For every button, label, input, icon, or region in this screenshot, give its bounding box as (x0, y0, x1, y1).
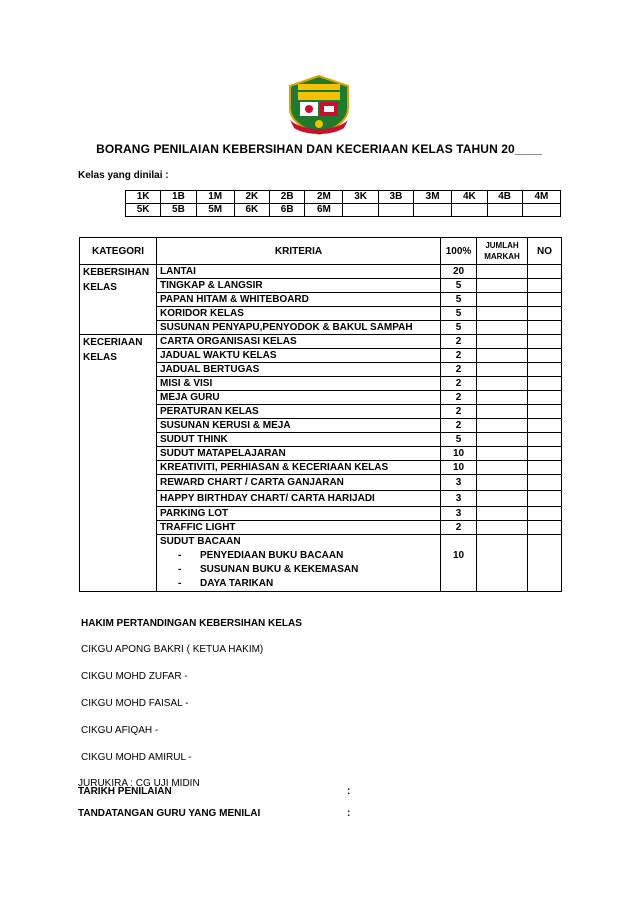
jumlah-markah-cell[interactable] (477, 349, 528, 363)
no-cell[interactable] (528, 507, 562, 521)
criterion-label: JADUAL WAKTU KELAS (157, 349, 441, 363)
judge-name: CIKGU MOHD AMIRUL - (81, 752, 192, 763)
dash-bullet: - (178, 550, 182, 561)
no-cell[interactable] (528, 521, 562, 535)
criterion-max-mark: 2 (441, 419, 477, 433)
sub-item (160, 577, 437, 591)
category-line: KELAS (83, 352, 117, 363)
no-cell[interactable] (528, 377, 562, 391)
class-cell[interactable] (414, 204, 452, 217)
judge-name: CIKGU AFIQAH - (81, 725, 159, 736)
jumlah-markah-cell[interactable] (477, 433, 528, 447)
criterion-label: REWARD CHART / CARTA GANJARAN (157, 475, 441, 491)
class-cell[interactable]: 5K (126, 204, 161, 217)
dash-bullet: - (178, 564, 182, 575)
sub-item-label: DAYA TARIKAN (200, 578, 274, 589)
criteria-row (80, 265, 562, 279)
sub-item-label: SUSUNAN BUKU & KEKEMASAN (200, 564, 359, 575)
criterion-label: PERATURAN KELAS (157, 405, 441, 419)
kelas-label: Kelas yang dinilai : (78, 170, 169, 181)
class-cell[interactable]: 4B (487, 191, 522, 204)
criteria-header-row (80, 238, 562, 265)
no-cell[interactable] (528, 293, 562, 307)
criterion-max-mark: 2 (441, 335, 477, 349)
category-cell (80, 335, 157, 592)
criterion-label: SUDUT BACAAN (160, 536, 241, 547)
no-cell[interactable] (528, 279, 562, 293)
class-cell[interactable] (487, 204, 522, 217)
criterion-label: SUSUNAN KERUSI & MEJA (157, 419, 441, 433)
no-cell[interactable] (528, 447, 562, 461)
criterion-max-mark: 10 (441, 447, 477, 461)
form-title: BORANG PENILAIAN KEBERSIHAN DAN KECERIAAN KELAS TAHUN 20____ (96, 142, 542, 156)
class-cell[interactable]: 3K (343, 191, 378, 204)
category-line: KECERIAAN (83, 337, 143, 348)
criterion-label: LANTAI (157, 265, 441, 279)
class-cell[interactable]: 4M (522, 191, 560, 204)
jumlah-markah-cell[interactable] (477, 535, 528, 592)
category-line: KELAS (83, 282, 117, 293)
criterion-max-mark: 5 (441, 279, 477, 293)
criterion-max-mark: 10 (441, 535, 477, 592)
criterion-max-mark: 5 (441, 433, 477, 447)
criterion-label: KREATIVITI, PERHIASAN & KECERIAAN KELAS (157, 461, 441, 475)
class-cell[interactable]: 3B (378, 191, 413, 204)
class-cell[interactable]: 6K (234, 204, 269, 217)
jumlah-markah-cell[interactable] (477, 265, 528, 279)
jumlah-markah-cell[interactable] (477, 377, 528, 391)
criterion-max-mark: 2 (441, 391, 477, 405)
criterion-label: HAPPY BIRTHDAY CHART/ CARTA HARIJADI (157, 491, 441, 507)
criterion-label: SUDUT MATAPELAJARAN (157, 447, 441, 461)
class-row (126, 191, 561, 204)
jumlah-markah-cell[interactable] (477, 279, 528, 293)
jumlah-markah-cell[interactable] (477, 363, 528, 377)
class-cell[interactable]: 5B (161, 204, 196, 217)
judge-name: CIKGU MOHD ZUFAR - (81, 671, 188, 682)
criterion-label: KORIDOR KELAS (157, 307, 441, 321)
no-cell[interactable] (528, 475, 562, 491)
criterion-label: MEJA GURU (157, 391, 441, 405)
class-cell[interactable] (343, 204, 378, 217)
class-cell[interactable]: 4K (452, 191, 487, 204)
jumlah-markah-cell[interactable] (477, 293, 528, 307)
criterion-label: JADUAL BERTUGAS (157, 363, 441, 377)
criterion-max-mark: 10 (441, 461, 477, 475)
criterion-label: CARTA ORGANISASI KELAS (157, 335, 441, 349)
criterion-max-mark: 3 (441, 475, 477, 491)
judges-heading: HAKIM PERTANDINGAN KEBERSIHAN KELAS (81, 618, 302, 629)
judge-name: CIKGU APONG BAKRI ( KETUA HAKIM) (81, 644, 264, 655)
class-cell[interactable]: 1M (196, 191, 234, 204)
class-cell[interactable] (452, 204, 487, 217)
class-row (126, 204, 561, 217)
sub-item (160, 549, 437, 563)
criteria-table (79, 237, 562, 592)
jumlah-markah-cell[interactable] (477, 491, 528, 507)
criterion-label: PARKING LOT (157, 507, 441, 521)
no-cell[interactable] (528, 391, 562, 405)
class-grid (125, 190, 561, 217)
criterion-label: PAPAN HITAM & WHITEBOARD (157, 293, 441, 307)
class-cell[interactable] (522, 204, 560, 217)
jumlah-markah-cell[interactable] (477, 335, 528, 349)
jumlah-markah-cell[interactable] (477, 521, 528, 535)
criterion-max-mark: 5 (441, 293, 477, 307)
jumlah-markah-cell[interactable] (477, 307, 528, 321)
category-line: KEBERSIHAN (83, 267, 150, 278)
class-cell[interactable]: 1K (126, 191, 161, 204)
category-cell (80, 265, 157, 335)
class-cell[interactable]: 6M (305, 204, 343, 217)
no-cell[interactable] (528, 265, 562, 279)
class-cell[interactable]: 3M (414, 191, 452, 204)
header-kategori: KATEGORI (80, 238, 157, 265)
criterion-max-mark: 2 (441, 377, 477, 391)
no-cell[interactable] (528, 405, 562, 419)
jumlah-markah-cell[interactable] (477, 475, 528, 491)
no-cell[interactable] (528, 321, 562, 335)
criterion-max-mark: 3 (441, 507, 477, 521)
sudut-bacaan-subitems (160, 549, 437, 591)
no-cell[interactable] (528, 461, 562, 475)
school-crest-logo (284, 74, 354, 136)
class-cell[interactable]: 1B (161, 191, 196, 204)
jumlah-markah-cell[interactable] (477, 321, 528, 335)
criterion-max-mark: 2 (441, 521, 477, 535)
tarikh-colon: : (347, 786, 351, 797)
class-cell[interactable] (378, 204, 413, 217)
class-cell[interactable]: 2M (305, 191, 343, 204)
criteria-row (80, 335, 562, 349)
tandatangan-colon: : (347, 808, 351, 819)
criterion-max-mark: 20 (441, 265, 477, 279)
sudut-bacaan-cell (157, 535, 441, 592)
class-cell[interactable]: 5M (196, 204, 234, 217)
jumlah-markah-cell[interactable] (477, 391, 528, 405)
jumlah-markah-cell[interactable] (477, 507, 528, 521)
class-cell[interactable]: 2K (234, 191, 269, 204)
no-cell[interactable] (528, 491, 562, 507)
jurukira-name: JURUKIRA : CG UJI MIDIN (78, 778, 200, 789)
criterion-max-mark: 2 (441, 363, 477, 377)
no-cell[interactable] (528, 307, 562, 321)
class-cell[interactable]: 2B (270, 191, 305, 204)
header-markah: MARKAH (484, 252, 520, 261)
header-kriteria: KRITERIA (157, 238, 441, 265)
no-cell[interactable] (528, 419, 562, 433)
sub-item-label: PENYEDIAAN BUKU BACAAN (200, 550, 344, 561)
criterion-label: TINGKAP & LANGSIR (157, 279, 441, 293)
header-jumlah-markah (477, 238, 528, 265)
class-cell[interactable]: 6B (270, 204, 305, 217)
criterion-max-mark: 5 (441, 307, 477, 321)
jumlah-markah-cell[interactable] (477, 461, 528, 475)
no-cell[interactable] (528, 433, 562, 447)
criterion-max-mark: 2 (441, 405, 477, 419)
criterion-label: SUSUNAN PENYAPU,PENYODOK & BAKUL SAMPAH (157, 321, 441, 335)
tarikh-label: TARIKH PENILAIAN (78, 786, 172, 797)
jumlah-markah-cell[interactable] (477, 447, 528, 461)
no-cell[interactable] (528, 535, 562, 592)
header-jumlah: JUMLAH (485, 241, 519, 250)
no-cell[interactable] (528, 349, 562, 363)
sub-item (160, 563, 437, 577)
tandatangan-label: TANDATANGAN GURU YANG MENILAI (78, 808, 261, 819)
criterion-label: SUDUT THINK (157, 433, 441, 447)
criterion-label: MISI & VISI (157, 377, 441, 391)
no-cell[interactable] (528, 335, 562, 349)
dash-bullet: - (178, 578, 182, 589)
jumlah-markah-cell[interactable] (477, 405, 528, 419)
header-no: NO (528, 238, 562, 265)
criterion-max-mark: 5 (441, 321, 477, 335)
header-percent: 100% (441, 238, 477, 265)
criterion-max-mark: 2 (441, 349, 477, 363)
judge-name: CIKGU MOHD FAISAL - (81, 698, 189, 709)
criterion-max-mark: 3 (441, 491, 477, 507)
jumlah-markah-cell[interactable] (477, 419, 528, 433)
no-cell[interactable] (528, 363, 562, 377)
criterion-label: TRAFFIC LIGHT (157, 521, 441, 535)
